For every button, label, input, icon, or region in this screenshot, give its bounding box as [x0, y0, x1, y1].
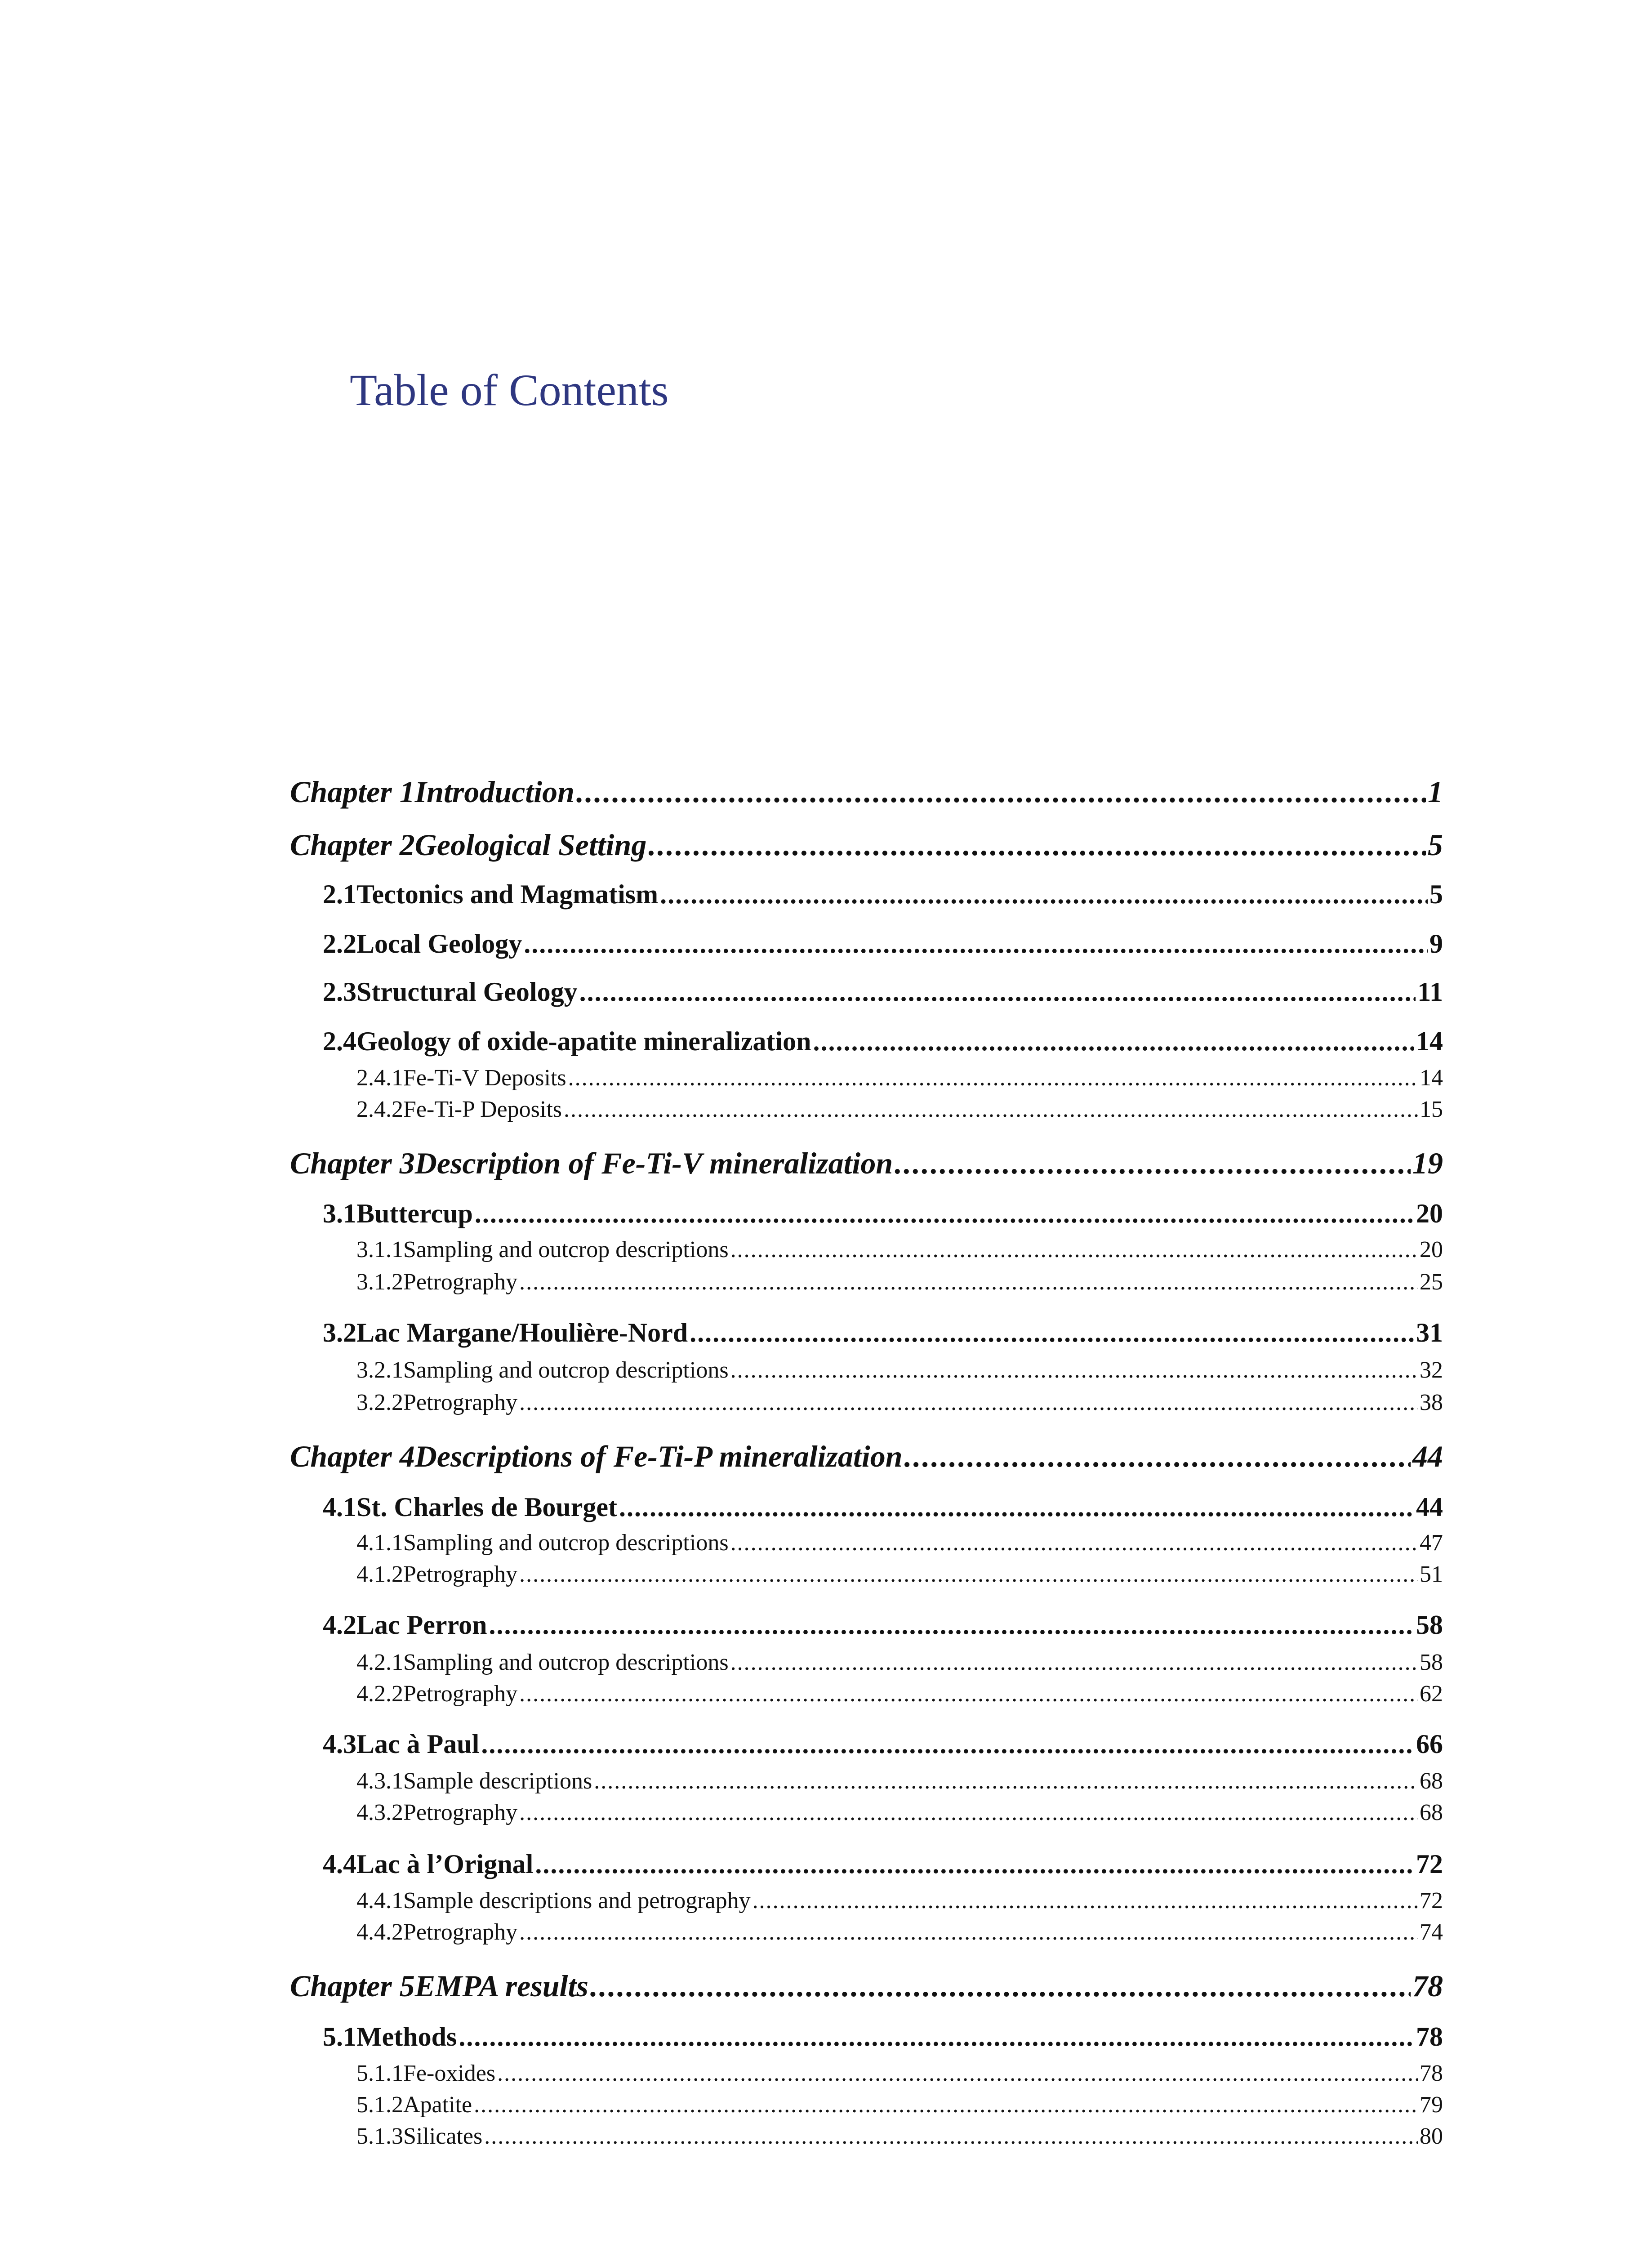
toc-entry-title: Geology of oxide-apatite mineralization	[356, 1026, 811, 1056]
toc-entry-number: 3.2	[323, 1318, 356, 1347]
toc-entry-number: 3.1	[323, 1199, 356, 1228]
dot-leader	[730, 1530, 1418, 1556]
toc-section-row[interactable]	[323, 2021, 1443, 2052]
toc-entry-title: Petrography	[403, 1800, 518, 1825]
toc-chapter-row[interactable]	[290, 827, 1443, 863]
toc-entry-number: 5.1	[323, 2022, 356, 2052]
toc-entry-title: Descriptions of Fe-Ti-P mineralization	[414, 1439, 903, 1473]
toc-entry-title: Fe-Ti-P Deposits	[403, 1097, 562, 1122]
toc-section-row[interactable]	[323, 1492, 1443, 1523]
toc-sub-row[interactable]	[356, 1919, 1443, 1945]
dot-leader	[519, 1561, 1418, 1588]
toc-entry-page-number: 51	[1420, 1561, 1443, 1587]
toc-entry-page-number: 9	[1429, 929, 1443, 959]
toc-entry-page-number: 20	[1420, 1237, 1443, 1262]
toc-sub-row[interactable]	[356, 2123, 1443, 2150]
toc-entry-number: 2.4	[323, 1026, 356, 1056]
toc-entry-number: Chapter 1	[290, 775, 415, 809]
toc-section-row[interactable]	[323, 879, 1443, 910]
toc-entry-title: Buttercup	[356, 1199, 473, 1228]
toc-section-row[interactable]	[323, 977, 1443, 1008]
toc-entry-title: Petrography	[403, 1919, 518, 1945]
toc-entry-number: 2.2	[323, 929, 356, 959]
toc-entry-page-number: 79	[1420, 2092, 1443, 2118]
toc-entry-page-number: 72	[1416, 1849, 1443, 1879]
toc-entry-number: 3.1.2	[356, 1269, 403, 1295]
toc-entry-page-number: 44	[1416, 1492, 1443, 1522]
toc-sub-row[interactable]	[356, 1236, 1443, 1263]
toc-entry-page-number: 78	[1420, 2061, 1443, 2086]
toc-chapter-row[interactable]	[290, 774, 1443, 810]
dot-leader	[489, 1610, 1414, 1641]
toc-entry-title: Structural Geology	[356, 977, 578, 1007]
toc-entry-page-number: 1	[1428, 775, 1443, 809]
toc-entry-page-number: 47	[1420, 1530, 1443, 1556]
dot-leader	[594, 1768, 1418, 1794]
toc-entry-page-number: 5	[1428, 828, 1443, 862]
toc-entry-number: Chapter 3	[290, 1146, 415, 1180]
toc-entry-title: Fe-oxides	[403, 2061, 496, 2086]
toc-sub-row[interactable]	[356, 1389, 1443, 1416]
toc-sub-row[interactable]	[356, 1799, 1443, 1826]
toc-section-row[interactable]	[323, 1317, 1443, 1348]
toc-entry-title: Tectonics and Magmatism	[356, 879, 659, 909]
toc-entry-number: 2.4.1	[356, 1065, 403, 1091]
dot-leader	[484, 2123, 1418, 2150]
toc-entry-number: 4.1	[323, 1492, 356, 1522]
dot-leader	[579, 977, 1416, 1008]
toc-entry-number: Chapter 5	[290, 1969, 415, 2003]
toc-entry-title: Lac Margane/Houlière-Nord	[356, 1318, 688, 1347]
dot-leader	[730, 1236, 1418, 1263]
toc-entry-page-number: 72	[1420, 1888, 1443, 1913]
toc-entry-page-number: 78	[1416, 2022, 1443, 2052]
toc-entry-title: Methods	[356, 2022, 457, 2052]
toc-entry-title: Introduction	[414, 775, 574, 809]
toc-entry-title: Petrography	[403, 1269, 518, 1295]
toc-entry-number: 5.1.2	[356, 2092, 403, 2118]
toc-entry-page-number: 80	[1420, 2123, 1443, 2149]
toc-entry-title: Sampling and outcrop descriptions	[403, 1357, 729, 1383]
toc-entry-title: Silicates	[403, 2123, 483, 2149]
toc-chapter-row[interactable]	[290, 1146, 1443, 1181]
toc-sub-row[interactable]	[356, 1887, 1443, 1914]
toc-entry-page-number: 78	[1412, 1969, 1443, 2003]
toc-sub-row[interactable]	[356, 1649, 1443, 1676]
dot-leader	[519, 1681, 1418, 1707]
dot-leader	[519, 1269, 1418, 1295]
toc-entry-title: Local Geology	[356, 929, 522, 959]
toc-section-row[interactable]	[323, 1849, 1443, 1880]
toc-entry-number: Chapter 4	[290, 1439, 415, 1473]
dot-leader	[648, 827, 1426, 863]
dot-leader	[474, 2092, 1418, 2118]
dot-leader	[519, 1799, 1418, 1826]
toc-section-row[interactable]	[323, 1026, 1443, 1057]
toc-sub-row[interactable]	[356, 1530, 1443, 1556]
toc-entry-number: 4.4.1	[356, 1888, 403, 1913]
toc-section-row[interactable]	[323, 1198, 1443, 1229]
toc-entry-number: 5.1.1	[356, 2061, 403, 2086]
dot-leader	[497, 2060, 1418, 2087]
toc-entry-title: Description of Fe-Ti-V mineralization	[414, 1146, 893, 1180]
toc-section-row[interactable]	[323, 1729, 1443, 1760]
dot-leader	[690, 1317, 1414, 1348]
toc-entry-title: Geological Setting	[414, 828, 647, 862]
toc-entry-title: Sampling and outcrop descriptions	[403, 1530, 729, 1556]
dot-leader	[524, 928, 1428, 959]
toc-entry-page-number: 38	[1420, 1390, 1443, 1415]
toc-entry-number: 4.1.1	[356, 1530, 403, 1556]
toc-sub-row[interactable]	[356, 1357, 1443, 1383]
toc-entry-page-number: 11	[1417, 977, 1443, 1007]
toc-entry-number: 4.3	[323, 1729, 356, 1759]
dot-leader	[660, 879, 1428, 910]
toc-sub-row[interactable]	[356, 1096, 1443, 1123]
toc-entry-number: 4.3.1	[356, 1768, 403, 1794]
toc-entry-number: 3.2.2	[356, 1390, 403, 1415]
toc-entry-number: 2.1	[323, 879, 356, 909]
toc-sub-row[interactable]	[356, 2060, 1443, 2087]
toc-entry-page-number: 66	[1416, 1729, 1443, 1759]
toc-entry-number: 4.2.2	[356, 1681, 403, 1707]
toc-entry-page-number: 15	[1420, 1097, 1443, 1122]
dot-leader	[519, 1389, 1418, 1416]
toc-entry-number: 5.1.3	[356, 2123, 403, 2149]
toc-entry-number: 3.2.1	[356, 1357, 403, 1383]
toc-entry-page-number: 14	[1416, 1026, 1443, 1056]
toc-entry-title: Lac Perron	[356, 1610, 487, 1640]
toc-sub-row[interactable]	[356, 1681, 1443, 1707]
toc-entry-page-number: 32	[1420, 1357, 1443, 1383]
toc-section-row[interactable]	[323, 928, 1443, 959]
dot-leader	[590, 1968, 1411, 2004]
toc-sub-row[interactable]	[356, 1561, 1443, 1588]
toc-entry-page-number: 68	[1420, 1768, 1443, 1794]
toc-entry-number: Chapter 2	[290, 828, 415, 862]
toc-entry-page-number: 62	[1420, 1681, 1443, 1707]
dot-leader	[619, 1492, 1414, 1523]
toc-entry-page-number: 74	[1420, 1919, 1443, 1945]
toc-entry-number: 4.4	[323, 1849, 356, 1879]
toc-entry-page-number: 58	[1420, 1650, 1443, 1675]
toc-chapter-row[interactable]	[290, 1968, 1443, 2004]
toc-entry-number: 2.4.2	[356, 1097, 403, 1122]
toc-entry-number: 4.4.2	[356, 1919, 403, 1945]
toc-sub-row[interactable]	[356, 1768, 1443, 1794]
toc-entry-title: Petrography	[403, 1681, 518, 1707]
toc-entry-page-number: 19	[1412, 1146, 1443, 1180]
dot-leader	[568, 1065, 1418, 1091]
dot-leader	[481, 1729, 1414, 1760]
toc-entry-page-number: 44	[1412, 1439, 1443, 1473]
toc-entry-title: Sample descriptions	[403, 1768, 592, 1794]
dot-leader	[459, 2021, 1414, 2052]
toc-entry-title: Fe-Ti-V Deposits	[403, 1065, 566, 1091]
toc-entry-page-number: 14	[1420, 1065, 1443, 1091]
dot-leader	[535, 1849, 1414, 1880]
toc-entry-number: 4.2	[323, 1610, 356, 1640]
dot-leader	[904, 1439, 1411, 1474]
toc-entry-title: EMPA results	[414, 1969, 588, 2003]
dot-leader	[730, 1649, 1418, 1676]
toc-entry-number: 4.3.2	[356, 1800, 403, 1825]
toc-entry-title: Lac à l’Orignal	[356, 1849, 534, 1879]
toc-entry-page-number: 5	[1429, 879, 1443, 909]
toc-entry-page-number: 31	[1416, 1318, 1443, 1347]
dot-leader	[576, 774, 1426, 810]
toc-sub-row[interactable]	[356, 1269, 1443, 1295]
toc-entry-page-number: 58	[1416, 1610, 1443, 1640]
toc-sub-row[interactable]	[356, 1065, 1443, 1091]
dot-leader	[813, 1026, 1414, 1057]
dot-leader	[519, 1919, 1418, 1945]
dot-leader	[753, 1887, 1418, 1914]
dot-leader	[475, 1198, 1414, 1229]
toc-entry-title: St. Charles de Bourget	[356, 1492, 617, 1522]
toc-entry-title: Petrography	[403, 1561, 518, 1587]
toc-entry-page-number: 68	[1420, 1800, 1443, 1825]
toc-entry-number: 4.2.1	[356, 1650, 403, 1675]
toc-entry-title: Lac à Paul	[356, 1729, 480, 1759]
toc-entry-title: Petrography	[403, 1390, 518, 1415]
toc-entry-title: Sampling and outcrop descriptions	[403, 1237, 729, 1262]
toc-chapter-row[interactable]	[290, 1439, 1443, 1474]
toc-entry-number: 4.1.2	[356, 1561, 403, 1587]
toc-entry-title: Apatite	[403, 2092, 472, 2118]
toc-section-row[interactable]	[323, 1610, 1443, 1641]
toc-sub-row[interactable]	[356, 2092, 1443, 2118]
dot-leader	[564, 1096, 1418, 1123]
page-title: Table of Contents	[350, 365, 669, 415]
toc-entry-title: Sample descriptions and petrography	[403, 1888, 751, 1913]
dot-leader	[895, 1146, 1411, 1181]
toc-entry-number: 3.1.1	[356, 1237, 403, 1262]
toc-entry-page-number: 25	[1420, 1269, 1443, 1295]
toc-entry-title: Sampling and outcrop descriptions	[403, 1650, 729, 1675]
toc-entry-number: 2.3	[323, 977, 356, 1007]
dot-leader	[730, 1357, 1418, 1383]
toc-entry-page-number: 20	[1416, 1199, 1443, 1228]
